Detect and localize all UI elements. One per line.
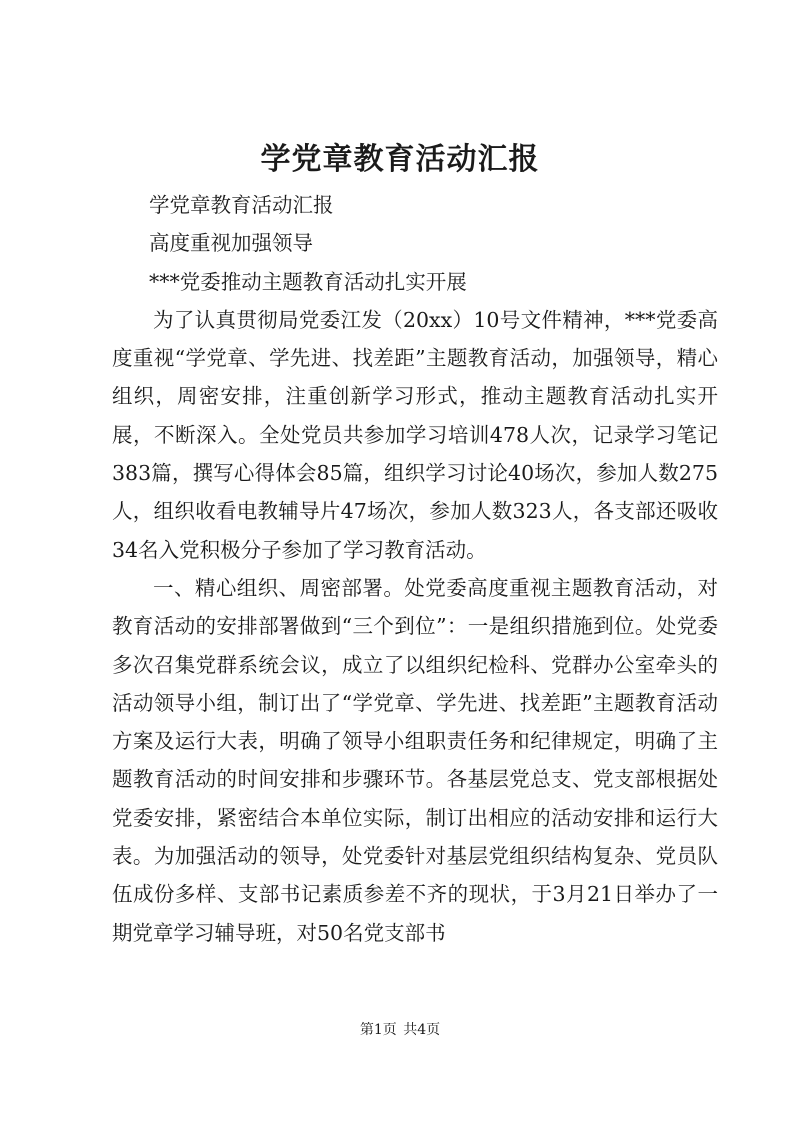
subtitle-line: 高度重视加强领导 (149, 231, 313, 256)
document-body (112, 186, 718, 952)
page-title: 学党章教育活动汇报 (260, 142, 540, 177)
body-paragraph: 为了认真贯彻局党委江发（20xx）10号文件精神，***党委高度重视“学党章、学先进、找差距”主题教育活动，加强领导，精心组织，周密安排，注重创新学习形式，推动主题教育活动扎实开展，不断深入。全处党员共参加学习培训478人次，记录学习笔记383篇，撰写心得体会85篇，组织学习讨论40场次，参加人数275人，组织收看电教辅导片47场次，参加人数323人，各支部还吸收34名入党积极分子参加了学习教育活动。 (112, 307, 718, 562)
body-paragraph: 一、精心组织、周密部署。处党委高度重视主题教育活动，对教育活动的安排部署做到“三个到位”：一是组织措施到位。处党委多次召集党群系统会议，成立了以组织纪检科、党群办公室牵头的活动领导小组，制订出了“学党章、学先进、找差距”主题教育活动方案及运行大表，明确了领导小组职责任务和纪律规定，明确了主题教育活动的时间安排和步骤环节。各基层党总支、党支部根据处党委安排，紧密结合本单位实际，制订出相应的活动安排和运行大表。为加强活动的领导，处党委针对基层党组织结构复杂、党员队伍成份多样、支部书记素质参差不齐的现状，于3月21日举办了一期党章学习辅导班，对50名党支部书 (112, 575, 718, 945)
subtitle-line: ***党委推动主题教育活动扎实开展 (149, 269, 467, 294)
subtitle-line: 学党章教育活动汇报 (149, 193, 334, 217)
page-number: 第1页 共4页 (359, 1022, 441, 1038)
